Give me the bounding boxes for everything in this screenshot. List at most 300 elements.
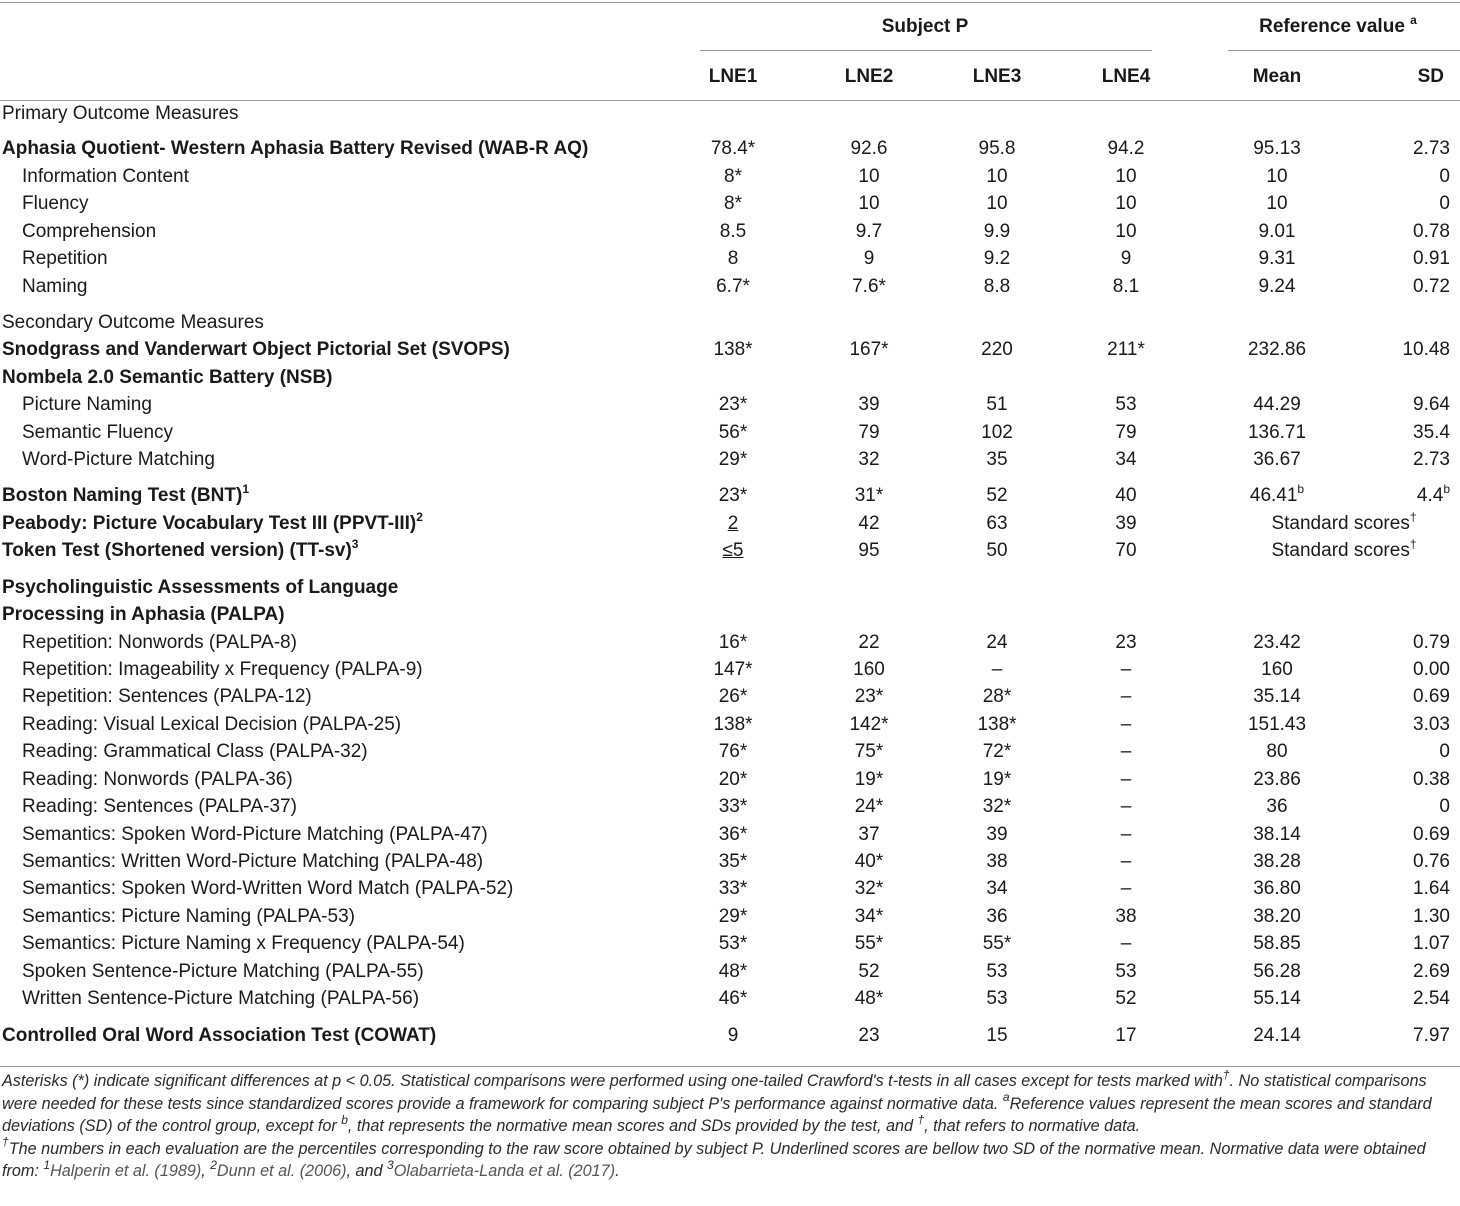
measure-label <box>22 190 89 217</box>
cell-value: 38.28 <box>1253 851 1301 872</box>
table-cell <box>719 848 748 875</box>
cell-value: – <box>1120 714 1132 735</box>
table-cell <box>1413 245 1450 272</box>
cell-value: ≤5 <box>722 540 744 561</box>
table-cell <box>1115 163 1136 190</box>
table-cell <box>1259 273 1296 300</box>
table-row <box>0 336 1460 363</box>
cell-value: 46* <box>718 988 748 1009</box>
table-cell <box>1413 419 1450 446</box>
table-row <box>0 683 1460 710</box>
measure-label-text: Nombela 2.0 Semantic Battery (NSB) <box>2 367 333 388</box>
table-cell <box>719 985 748 1012</box>
cell-value: 10 <box>858 166 880 187</box>
cell-value: 38.20 <box>1253 906 1301 927</box>
table-cell <box>1115 985 1136 1012</box>
table-cell <box>719 446 748 473</box>
table-cell <box>719 875 748 902</box>
measure-label-text: Word-Picture Matching <box>22 449 215 470</box>
table-cell <box>979 135 1016 162</box>
table-cell <box>1413 985 1450 1012</box>
cell-value: 34 <box>986 878 1008 899</box>
table-row <box>0 711 1460 738</box>
table-cell <box>983 738 1012 765</box>
reference-standard-scores <box>1271 537 1416 564</box>
cell-value: 79 <box>1115 422 1137 443</box>
table-cell <box>1413 656 1450 683</box>
table-cell <box>1115 958 1136 985</box>
cell-value: 0 <box>1439 193 1450 214</box>
cell-value: 8 <box>727 248 739 269</box>
cell-value: 8* <box>724 193 742 214</box>
cell-value: 9 <box>1120 248 1132 269</box>
cell-value: 95.13 <box>1253 138 1301 159</box>
table-cell <box>1253 930 1301 957</box>
cell-value: 0.76 <box>1413 851 1450 872</box>
cell-value: 232.86 <box>1247 339 1307 360</box>
measure-label-text: Semantics: Written Word-Picture Matching (PALPA-48) <box>22 851 484 872</box>
table-cell <box>986 391 1007 418</box>
cell-value: 63 <box>986 513 1008 534</box>
cell-value: 52 <box>858 961 880 982</box>
table-cell <box>1413 766 1450 793</box>
measure-label <box>22 711 401 738</box>
measure-label-text: Processing in Aphasia (PALPA) <box>2 604 285 625</box>
table-cell <box>1259 218 1296 245</box>
cell-value: 17 <box>1115 1025 1137 1046</box>
cell-value: 9.64 <box>1413 394 1450 415</box>
cell-sup: b <box>1297 481 1305 496</box>
table-cell <box>1115 537 1136 564</box>
cell-value: 136.71 <box>1247 422 1307 443</box>
cell-value: 32* <box>982 796 1012 817</box>
cell-value: 36* <box>718 824 748 845</box>
measure-label <box>22 683 312 710</box>
cell-value: 0.72 <box>1413 276 1450 297</box>
table-cell <box>983 793 1012 820</box>
cell-value: 51 <box>986 394 1008 415</box>
table-row <box>0 446 1460 473</box>
cell-value: 36 <box>1266 796 1288 817</box>
measure-label <box>22 793 297 820</box>
table-cell <box>855 903 884 930</box>
table-row <box>0 135 1460 162</box>
table-row <box>0 875 1460 902</box>
table-cell <box>1121 821 1132 848</box>
cell-value: 36 <box>986 906 1008 927</box>
table-cell <box>723 537 744 564</box>
cell-value: 2.69 <box>1413 961 1450 982</box>
table-cell <box>720 218 746 245</box>
cell-value: 2.73 <box>1413 449 1450 470</box>
measure-label <box>2 574 398 601</box>
measure-label <box>22 656 423 683</box>
cell-value: 36.67 <box>1253 449 1301 470</box>
measure-label <box>22 875 513 902</box>
cell-value: 72* <box>982 741 1012 762</box>
table-row <box>0 391 1460 418</box>
table-cell <box>1413 683 1450 710</box>
measure-label <box>22 245 108 272</box>
table-cell <box>981 419 1013 446</box>
cell-value: 22 <box>858 632 880 653</box>
table-cell <box>858 1022 879 1049</box>
measure-label <box>22 738 368 765</box>
table-cell <box>1266 190 1287 217</box>
citation-link-halperin[interactable]: Halperin et al. (1989) <box>50 1162 202 1180</box>
cell-value: 32 <box>858 449 880 470</box>
table-cell <box>1115 218 1136 245</box>
table-cell <box>1115 903 1136 930</box>
cell-value: 35.4 <box>1413 422 1450 443</box>
group-rule-subject <box>700 50 1152 51</box>
cell-value: 10 <box>986 166 1008 187</box>
measure-label-text: Reading: Visual Lexical Decision (PALPA-25) <box>22 714 402 735</box>
cell-value: 138* <box>977 714 1017 735</box>
cell-value: 0 <box>1439 741 1450 762</box>
table-cell <box>849 711 888 738</box>
cell-value: 38 <box>1115 906 1137 927</box>
measure-label <box>22 163 189 190</box>
footnote-part: , that represents the normative mean scores and SDs provided by the test, and <box>347 1117 918 1135</box>
group-header-reference-sup: a <box>1410 12 1417 27</box>
table-cell <box>1248 419 1306 446</box>
group-header-subject: Subject P <box>881 16 969 37</box>
cell-value: 8.8 <box>983 276 1011 297</box>
table-cell <box>1413 391 1450 418</box>
table-cell <box>1253 135 1301 162</box>
cell-value: 55.14 <box>1253 988 1301 1009</box>
measure-label <box>22 821 488 848</box>
cell-value: 7.6* <box>852 276 886 297</box>
table-cell <box>1413 711 1450 738</box>
table-cell <box>992 656 1003 683</box>
table-row <box>0 629 1460 656</box>
group-header-reference-text: Reference value <box>1259 16 1405 37</box>
cell-value: 35.14 <box>1253 686 1301 707</box>
table-cell <box>1115 391 1136 418</box>
footnote-sup: † <box>917 1112 925 1127</box>
table-cell <box>1266 738 1287 765</box>
citation-sup: 3 <box>387 1157 394 1172</box>
cell-value: 1.07 <box>1413 933 1450 954</box>
footnote-part: , and <box>346 1162 388 1180</box>
table-cell <box>724 190 742 217</box>
cell-value: 138* <box>713 339 753 360</box>
measure-label-text: Semantics: Picture Naming x Frequency (PALPA-54) <box>22 933 465 954</box>
table-cell <box>1413 629 1450 656</box>
cell-value: 23* <box>718 394 748 415</box>
cell-value: 9.2 <box>983 248 1011 269</box>
cell-value: 0.78 <box>1413 221 1450 242</box>
table-cell <box>983 766 1012 793</box>
cell-value: 19* <box>854 769 884 790</box>
cell-value: 142* <box>849 714 889 735</box>
table-cell <box>1113 273 1139 300</box>
table-row <box>0 766 1460 793</box>
column-header-lne1: LNE1 <box>708 66 758 87</box>
cell-value: 75* <box>854 741 884 762</box>
table-row <box>0 419 1460 446</box>
measure-label-text: Secondary Outcome Measures <box>2 312 264 333</box>
table-cell <box>858 419 879 446</box>
table-cell <box>849 336 888 363</box>
measure-label-sup: 2 <box>416 509 423 524</box>
measure-label-text: Written Sentence-Picture Matching (PALPA-56) <box>22 988 420 1009</box>
cell-value: 40* <box>854 851 884 872</box>
table-cell <box>983 930 1012 957</box>
cell-value: 9 <box>727 1025 739 1046</box>
citation-sup: 1 <box>43 1157 51 1172</box>
table-cell <box>711 135 755 162</box>
measure-label-text: Picture Naming <box>22 394 152 415</box>
table-cell <box>716 273 750 300</box>
cell-value: – <box>1120 796 1132 817</box>
cell-value: 53* <box>718 933 748 954</box>
table-cell <box>1121 245 1132 272</box>
cell-value: 10 <box>1115 221 1137 242</box>
column-header-lne4: LNE4 <box>1101 66 1151 87</box>
cell-value: 23.42 <box>1253 632 1301 653</box>
cell-value: 9.31 <box>1258 248 1296 269</box>
citation-link-olabarrieta[interactable]: Olabarrieta-Landa et al. (2017) <box>393 1162 616 1180</box>
table-cell <box>728 1022 739 1049</box>
cell-value: 15 <box>986 1025 1008 1046</box>
cell-value: 52 <box>1115 988 1137 1009</box>
table-cell <box>719 903 748 930</box>
table-cell <box>855 848 884 875</box>
table-cell <box>1413 218 1450 245</box>
measure-label-text: Peabody: Picture Vocabulary Test III (PPVT-III) <box>2 513 417 534</box>
table-cell <box>858 190 879 217</box>
table-cell <box>1253 821 1301 848</box>
footnote-part: The numbers in each evaluation are the percentiles corresponding to the raw score obtained by subject P. Underlined scores are bellow two SD of the normative mean. Normative data were obtained from: <box>2 1139 1426 1180</box>
measure-label <box>22 903 355 930</box>
table-row <box>0 738 1460 765</box>
table-cell <box>1413 958 1450 985</box>
cell-value: – <box>1120 851 1132 872</box>
table-cell <box>986 446 1007 473</box>
table-cell <box>1107 336 1145 363</box>
measure-label <box>22 391 152 418</box>
citation-sup: 2 <box>210 1157 217 1172</box>
cell-value: 1.64 <box>1413 878 1450 899</box>
table-cell <box>1121 930 1132 957</box>
table-row <box>0 1022 1460 1049</box>
table-cell <box>719 482 748 509</box>
cell-value: 58.85 <box>1253 933 1301 954</box>
measure-label-text: Aphasia Quotient- Western Aphasia Battery Revised (WAB-R AQ) <box>2 138 589 159</box>
table-row <box>0 163 1460 190</box>
citation-link-dunn[interactable]: Dunn et al. (2006) <box>216 1162 347 1180</box>
table-cell <box>719 958 748 985</box>
cell-value: 2 <box>727 513 739 534</box>
table-cell <box>855 930 884 957</box>
table-cell <box>853 656 885 683</box>
column-header-lne2: LNE2 <box>844 66 894 87</box>
cell-value: 32* <box>854 878 884 899</box>
cell-value: – <box>1120 824 1132 845</box>
measure-label <box>22 958 424 985</box>
cell-value: 211* <box>1107 339 1145 360</box>
cell-value: 160 <box>853 659 885 680</box>
table-row <box>0 245 1460 272</box>
table-cell <box>858 629 879 656</box>
cell-value: – <box>1120 933 1132 954</box>
table-cell <box>984 273 1010 300</box>
measure-label-text: Comprehension <box>22 221 157 242</box>
table-cell <box>1115 482 1136 509</box>
table-cell <box>719 766 748 793</box>
table-cell <box>1253 1022 1301 1049</box>
measure-label <box>22 419 173 446</box>
measure-label-text: Token Test (Shortened version) (TT-sv) <box>2 540 352 561</box>
cell-value: 220 <box>981 339 1013 360</box>
footnote-part: Asterisks (*) indicate significant differences at p < 0.05. Statistical comparisons were performed using one-tailed Crawford's t-tests in all cases except for tests marked with <box>2 1072 1223 1090</box>
cell-value: 8.1 <box>1112 276 1140 297</box>
cell-value: 34* <box>854 906 884 927</box>
cell-value: 29* <box>718 449 748 470</box>
cell-value: 23 <box>1115 632 1137 653</box>
cell-value: 48* <box>718 961 748 982</box>
cell-value: 10 <box>1266 193 1288 214</box>
reference-standard-scores <box>1271 510 1416 537</box>
cell-value: 26* <box>718 686 748 707</box>
table-cell <box>1253 391 1301 418</box>
measure-label <box>22 273 87 300</box>
table-cell <box>1413 135 1450 162</box>
cell-value: 56* <box>718 422 748 443</box>
table-cell <box>855 793 884 820</box>
measure-label-text: Naming <box>22 276 88 297</box>
cell-value: 53 <box>1115 961 1137 982</box>
table-cell <box>981 336 1013 363</box>
cell-value: 102 <box>981 422 1013 443</box>
table-row <box>0 482 1460 509</box>
table-cell <box>1413 821 1450 848</box>
cell-value: 151.43 <box>1247 714 1307 735</box>
table-cell <box>1121 766 1132 793</box>
measure-label-text: Psycholinguistic Assessments of Language <box>2 577 399 598</box>
table-row <box>0 793 1460 820</box>
section-header-row <box>0 100 1460 127</box>
table-cell <box>728 245 739 272</box>
cell-value: 28* <box>982 686 1012 707</box>
table-cell <box>1121 875 1132 902</box>
table-cell <box>986 875 1007 902</box>
table-cell <box>719 391 748 418</box>
cell-value: 9.01 <box>1258 221 1296 242</box>
table-cell <box>858 446 879 473</box>
column-header-sd: SD <box>1417 66 1444 87</box>
cell-value: 39 <box>986 824 1008 845</box>
table-cell <box>855 875 884 902</box>
table-cell <box>713 656 752 683</box>
cell-value: 9 <box>863 248 875 269</box>
measure-label-text: Fluency <box>22 193 89 214</box>
table-cell <box>728 510 739 537</box>
cell-value: 0.00 <box>1413 659 1450 680</box>
cell-value: 55* <box>982 933 1012 954</box>
table-cell <box>719 930 748 957</box>
table-row <box>0 601 1460 628</box>
table-cell <box>1253 875 1301 902</box>
reference-sup: † <box>1409 536 1417 551</box>
table-cell <box>719 683 748 710</box>
table-cell <box>986 163 1007 190</box>
table-cell <box>986 629 1007 656</box>
measure-label <box>22 629 297 656</box>
cell-value: 33* <box>718 796 748 817</box>
table-cell <box>856 218 882 245</box>
table-cell <box>855 482 884 509</box>
table-cell <box>1115 1022 1136 1049</box>
cell-sup: b <box>1443 481 1450 496</box>
table-cell <box>1413 446 1450 473</box>
table-cell <box>1253 766 1301 793</box>
cell-value: 19* <box>982 769 1012 790</box>
table-cell <box>984 245 1010 272</box>
cell-value: 35* <box>718 851 748 872</box>
table-cell <box>855 738 884 765</box>
cell-value: 10 <box>1266 166 1288 187</box>
table-cell <box>713 336 752 363</box>
table-cell <box>851 135 888 162</box>
table-cell <box>1439 793 1450 820</box>
measure-label <box>2 336 510 363</box>
table-cell <box>1253 446 1301 473</box>
footnote-sup: a <box>1002 1090 1010 1105</box>
cell-value: 50 <box>986 540 1008 561</box>
measure-label <box>2 135 588 162</box>
cell-value: – <box>1120 659 1132 680</box>
table-row <box>0 821 1460 848</box>
table-cell <box>1253 903 1301 930</box>
cell-value: 1.30 <box>1413 906 1450 927</box>
table-cell <box>1253 985 1301 1012</box>
table-cell <box>1413 1022 1450 1049</box>
cell-value: 31* <box>854 485 884 506</box>
cell-value: 55* <box>854 933 884 954</box>
cell-value: 95 <box>858 540 880 561</box>
table-cell <box>1253 848 1301 875</box>
section-label <box>2 309 264 336</box>
measure-label-text: Reading: Grammatical Class (PALPA-32) <box>22 741 368 762</box>
table-row <box>0 930 1460 957</box>
table-cell <box>986 510 1007 537</box>
cell-value: 44.29 <box>1253 394 1301 415</box>
cell-value: 10.48 <box>1402 339 1450 360</box>
cell-value: 80 <box>1266 741 1288 762</box>
table-cell <box>1253 958 1301 985</box>
cell-value: 0 <box>1439 166 1450 187</box>
cell-value: 0.91 <box>1413 248 1450 269</box>
table-cell <box>1121 848 1132 875</box>
table-row <box>0 958 1460 985</box>
measure-label-sup: 3 <box>351 536 359 551</box>
cell-value: 0.69 <box>1413 824 1450 845</box>
cell-value: 23* <box>718 485 748 506</box>
cell-value: 37 <box>858 824 880 845</box>
table-cell <box>1417 482 1450 509</box>
table-row <box>0 190 1460 217</box>
cell-value: 53 <box>986 988 1008 1009</box>
cell-value: 3.03 <box>1413 714 1450 735</box>
table-cell <box>1402 336 1450 363</box>
footnote-part: , that refers to normative data. <box>924 1117 1141 1135</box>
table-cell <box>1439 163 1450 190</box>
measure-label-text: Repetition <box>22 248 108 269</box>
